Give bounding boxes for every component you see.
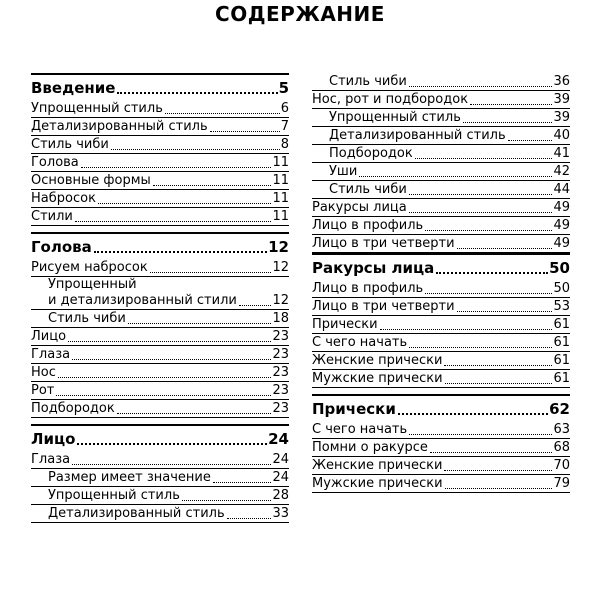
- toc-entry-page: 36: [553, 74, 570, 89]
- toc-section: [312, 394, 570, 493]
- toc-entry[interactable]: [31, 259, 289, 277]
- toc-entry-title: Ракурсы лица: [312, 259, 435, 277]
- toc-entry-page: 24: [272, 470, 289, 485]
- toc-entry-title: Упрощенный стиль: [31, 101, 163, 116]
- toc-entry-page: 11: [272, 209, 289, 224]
- toc-entry-page: 18: [272, 311, 289, 326]
- toc-entry-title: Набросок: [31, 191, 96, 206]
- toc-entry-title: Лицо: [31, 430, 76, 448]
- toc-entry-title: Стиль чиби: [329, 74, 407, 89]
- toc-entry-title: Подбородок: [31, 401, 115, 416]
- toc-dot-leader: [111, 148, 280, 150]
- toc-entry-title: Голова: [31, 155, 79, 170]
- toc-entry-page: 61: [553, 353, 570, 368]
- toc-dot-leader: [94, 250, 267, 253]
- toc-entry-page: 23: [272, 329, 289, 344]
- toc-entry[interactable]: [312, 457, 570, 475]
- toc-heading-entry[interactable]: [312, 397, 570, 421]
- toc-section: [312, 73, 570, 253]
- toc-entry[interactable]: [312, 217, 570, 235]
- toc-dot-leader: [398, 412, 548, 415]
- toc-entry-page: 40: [553, 128, 570, 143]
- toc-entry-title: Упрощенный и детализированный стили: [48, 277, 237, 308]
- toc-entry[interactable]: [312, 181, 570, 199]
- toc-heading-entry[interactable]: [31, 76, 289, 100]
- toc-entry-title: Мужские прически: [312, 476, 443, 491]
- toc-entry[interactable]: [31, 451, 289, 469]
- toc-entry-title: Прически: [312, 400, 396, 418]
- toc-entry-page: 11: [272, 155, 289, 170]
- toc-entry-title: Детализированный стиль: [48, 506, 225, 521]
- toc-heading-entry[interactable]: [312, 256, 570, 280]
- toc-entry-title: Ракурсы лица: [312, 200, 407, 215]
- toc-dot-leader: [409, 346, 552, 348]
- toc-entry-title: Лицо: [31, 329, 67, 344]
- toc-entry[interactable]: [31, 400, 289, 418]
- toc-entry[interactable]: [31, 277, 289, 310]
- toc-entry[interactable]: [31, 469, 289, 487]
- toc-entry-title: Подбородок: [329, 146, 413, 161]
- toc-entry[interactable]: [312, 163, 570, 181]
- toc-entry-page: 6: [280, 101, 289, 116]
- toc-entry-page: 39: [553, 110, 570, 125]
- toc-dot-leader: [72, 463, 271, 465]
- toc-entry[interactable]: [312, 109, 570, 127]
- toc-entry-page: 50: [553, 281, 570, 296]
- toc-dot-leader: [239, 304, 272, 306]
- page-title: СОДЕРЖАНИЕ: [215, 2, 385, 26]
- toc-entry-title: Лицо в три четверти: [312, 236, 455, 251]
- toc-entry-title: Лицо в профиль: [312, 218, 424, 233]
- toc-dot-leader: [165, 112, 280, 114]
- toc-entry-title: Мужские прически: [312, 371, 443, 386]
- toc-entry-title: Помни о ракурсе: [312, 440, 428, 455]
- toc-entry[interactable]: [31, 172, 289, 190]
- toc-entry-title: Упрощенный стиль: [329, 110, 461, 125]
- toc-entry-title: Женские прически: [312, 458, 443, 473]
- toc-entry[interactable]: [312, 127, 570, 145]
- toc-dot-leader: [75, 220, 272, 222]
- toc-dot-leader: [81, 166, 272, 168]
- toc-entry-page: 23: [272, 401, 289, 416]
- toc-entry-page: 61: [553, 335, 570, 350]
- toc-entry-title: Уши: [329, 164, 358, 179]
- toc-entry-title: Стиль чиби: [31, 137, 109, 152]
- toc-entry-title: Рот: [31, 383, 55, 398]
- toc-entry-title: Женские прически: [312, 353, 443, 368]
- toc-dot-leader: [117, 412, 272, 414]
- toc-entry[interactable]: [312, 73, 570, 91]
- toc-entry-page: 28: [272, 488, 289, 503]
- toc-entry[interactable]: [312, 91, 570, 109]
- toc-entry-page: 8: [280, 137, 289, 152]
- toc-entry-page: 41: [553, 146, 570, 161]
- toc-entry[interactable]: [312, 370, 570, 388]
- toc-dot-leader: [153, 184, 272, 186]
- toc-entry-page: 53: [553, 299, 570, 314]
- toc-dot-leader: [457, 310, 553, 312]
- toc-entry-title: Стили: [31, 209, 73, 224]
- toc-dot-leader: [444, 469, 552, 471]
- toc-entry-title: С чего начать: [312, 335, 408, 350]
- toc-dot-leader: [415, 157, 553, 159]
- toc-entry-title: Голова: [31, 238, 92, 256]
- toc-entry-title: Нос, рот и подбородок: [312, 92, 469, 107]
- toc-dot-leader: [68, 340, 271, 342]
- toc-entry-page: 70: [553, 458, 570, 473]
- toc-entry-title: Глаза: [31, 347, 71, 362]
- toc-entry-title: Стиль чиби: [329, 182, 407, 197]
- toc-entry-page: 44: [553, 182, 570, 197]
- toc-entry-page: 39: [553, 92, 570, 107]
- toc-entry[interactable]: [31, 154, 289, 172]
- toc-dot-leader: [150, 271, 272, 273]
- toc-entry[interactable]: [31, 190, 289, 208]
- toc-entry-title: Основные формы: [31, 173, 151, 188]
- toc-entry-page: 23: [272, 347, 289, 362]
- toc-dot-leader: [227, 517, 272, 519]
- toc-entry-title: Введение: [31, 79, 116, 97]
- toc-entry-page: 62: [549, 400, 570, 418]
- toc-dot-leader: [445, 487, 553, 489]
- toc-entry[interactable]: [312, 199, 570, 217]
- toc-dot-leader: [470, 103, 552, 105]
- toc-entry[interactable]: [31, 487, 289, 505]
- toc-entry-page: 23: [272, 365, 289, 380]
- toc-dot-leader: [117, 91, 277, 94]
- toc-entry-title: С чего начать: [312, 422, 408, 437]
- toc-entry-title: Детализированный стиль: [329, 128, 506, 143]
- toc-dot-leader: [425, 292, 552, 294]
- toc-entry[interactable]: [312, 316, 570, 334]
- toc-entry-title: Упрощенный стиль: [48, 488, 180, 503]
- toc-dot-leader: [210, 130, 280, 132]
- toc-entry-title: Лицо в профиль: [312, 281, 424, 296]
- toc-entry-page: 11: [272, 191, 289, 206]
- toc-dot-leader: [380, 328, 553, 330]
- toc-dot-leader: [359, 175, 552, 177]
- toc-entry-page: 11: [272, 173, 289, 188]
- toc-entry-title: Нос: [31, 365, 56, 380]
- toc-entry-title: Размер имеет значение: [48, 470, 211, 485]
- toc-entry[interactable]: [312, 235, 570, 253]
- toc-dot-leader: [444, 364, 552, 366]
- toc-entry-title: Детализированный стиль: [31, 119, 208, 134]
- toc-entry-page: 79: [553, 476, 570, 491]
- toc-entry-page: 33: [272, 506, 289, 521]
- toc-entry-page: 12: [268, 238, 289, 256]
- toc-entry-page: 24: [268, 430, 289, 448]
- toc-dot-leader: [77, 442, 267, 445]
- toc-dot-leader: [98, 202, 272, 204]
- toc-entry[interactable]: [312, 475, 570, 493]
- toc-section: [31, 232, 289, 418]
- toc-entry[interactable]: [31, 310, 289, 328]
- toc-entry[interactable]: [312, 334, 570, 352]
- toc-dot-leader: [425, 229, 552, 231]
- toc-heading-entry[interactable]: [31, 427, 289, 451]
- toc-section: [31, 424, 289, 523]
- toc-entry[interactable]: [31, 346, 289, 364]
- toc-heading-entry[interactable]: [31, 235, 289, 259]
- toc-entry[interactable]: [312, 298, 570, 316]
- toc-entry-page: 12: [272, 293, 289, 308]
- toc-entry-title: Прически: [312, 317, 378, 332]
- toc-entry[interactable]: [31, 118, 289, 136]
- toc-entry[interactable]: [312, 145, 570, 163]
- toc-entry[interactable]: [312, 280, 570, 298]
- toc-entry-title: Рисуем набросок: [31, 260, 148, 275]
- toc-entry-page: 63: [553, 422, 570, 437]
- toc-entry-page: 7: [280, 119, 289, 134]
- toc-entry-page: 49: [553, 200, 570, 215]
- toc-entry[interactable]: [31, 136, 289, 154]
- toc-dot-leader: [56, 394, 271, 396]
- toc-dot-leader: [445, 382, 553, 384]
- toc-dot-leader: [58, 376, 272, 378]
- toc-dot-leader: [72, 358, 271, 360]
- toc-entry[interactable]: [31, 364, 289, 382]
- toc-entry-page: 12: [272, 260, 289, 275]
- toc-entry-page: 23: [272, 383, 289, 398]
- toc-entry-page: 61: [553, 317, 570, 332]
- toc-entry-page: 49: [553, 236, 570, 251]
- toc-dot-leader: [463, 121, 553, 123]
- toc-entry-title: Глаза: [31, 452, 71, 467]
- toc-dot-leader: [213, 481, 272, 483]
- toc-right-column: [312, 73, 570, 499]
- toc-dot-leader: [409, 433, 552, 435]
- toc-dot-leader: [457, 247, 553, 249]
- toc-entry[interactable]: [312, 439, 570, 457]
- toc-dot-leader: [508, 139, 553, 141]
- toc-entry-page: 42: [553, 164, 570, 179]
- toc-entry[interactable]: [312, 352, 570, 370]
- toc-dot-leader: [409, 85, 553, 87]
- toc-entry-page: 61: [553, 371, 570, 386]
- toc-entry-page: 5: [278, 79, 289, 97]
- toc-section: [312, 253, 570, 388]
- toc-dot-leader: [409, 211, 553, 213]
- toc-dot-leader: [182, 499, 272, 501]
- toc-entry[interactable]: [31, 100, 289, 118]
- toc-dot-leader: [430, 451, 553, 453]
- toc-entry-page: 50: [549, 259, 570, 277]
- toc-entry[interactable]: [31, 505, 289, 523]
- toc-entry-title: Стиль чиби: [48, 311, 126, 326]
- toc-entry-title: Лицо в три четверти: [312, 299, 455, 314]
- toc-dot-leader: [409, 193, 553, 195]
- toc-entry-page: 49: [553, 218, 570, 233]
- toc-entry[interactable]: [31, 382, 289, 400]
- toc-dot-leader: [128, 322, 272, 324]
- toc-left-column: [31, 73, 289, 529]
- toc-entry[interactable]: [31, 328, 289, 346]
- toc-dot-leader: [436, 271, 548, 274]
- toc-entry[interactable]: [31, 208, 289, 226]
- toc-entry-page: 68: [553, 440, 570, 455]
- toc-entry[interactable]: [312, 421, 570, 439]
- toc-entry-page: 24: [272, 452, 289, 467]
- toc-section: [31, 73, 289, 226]
